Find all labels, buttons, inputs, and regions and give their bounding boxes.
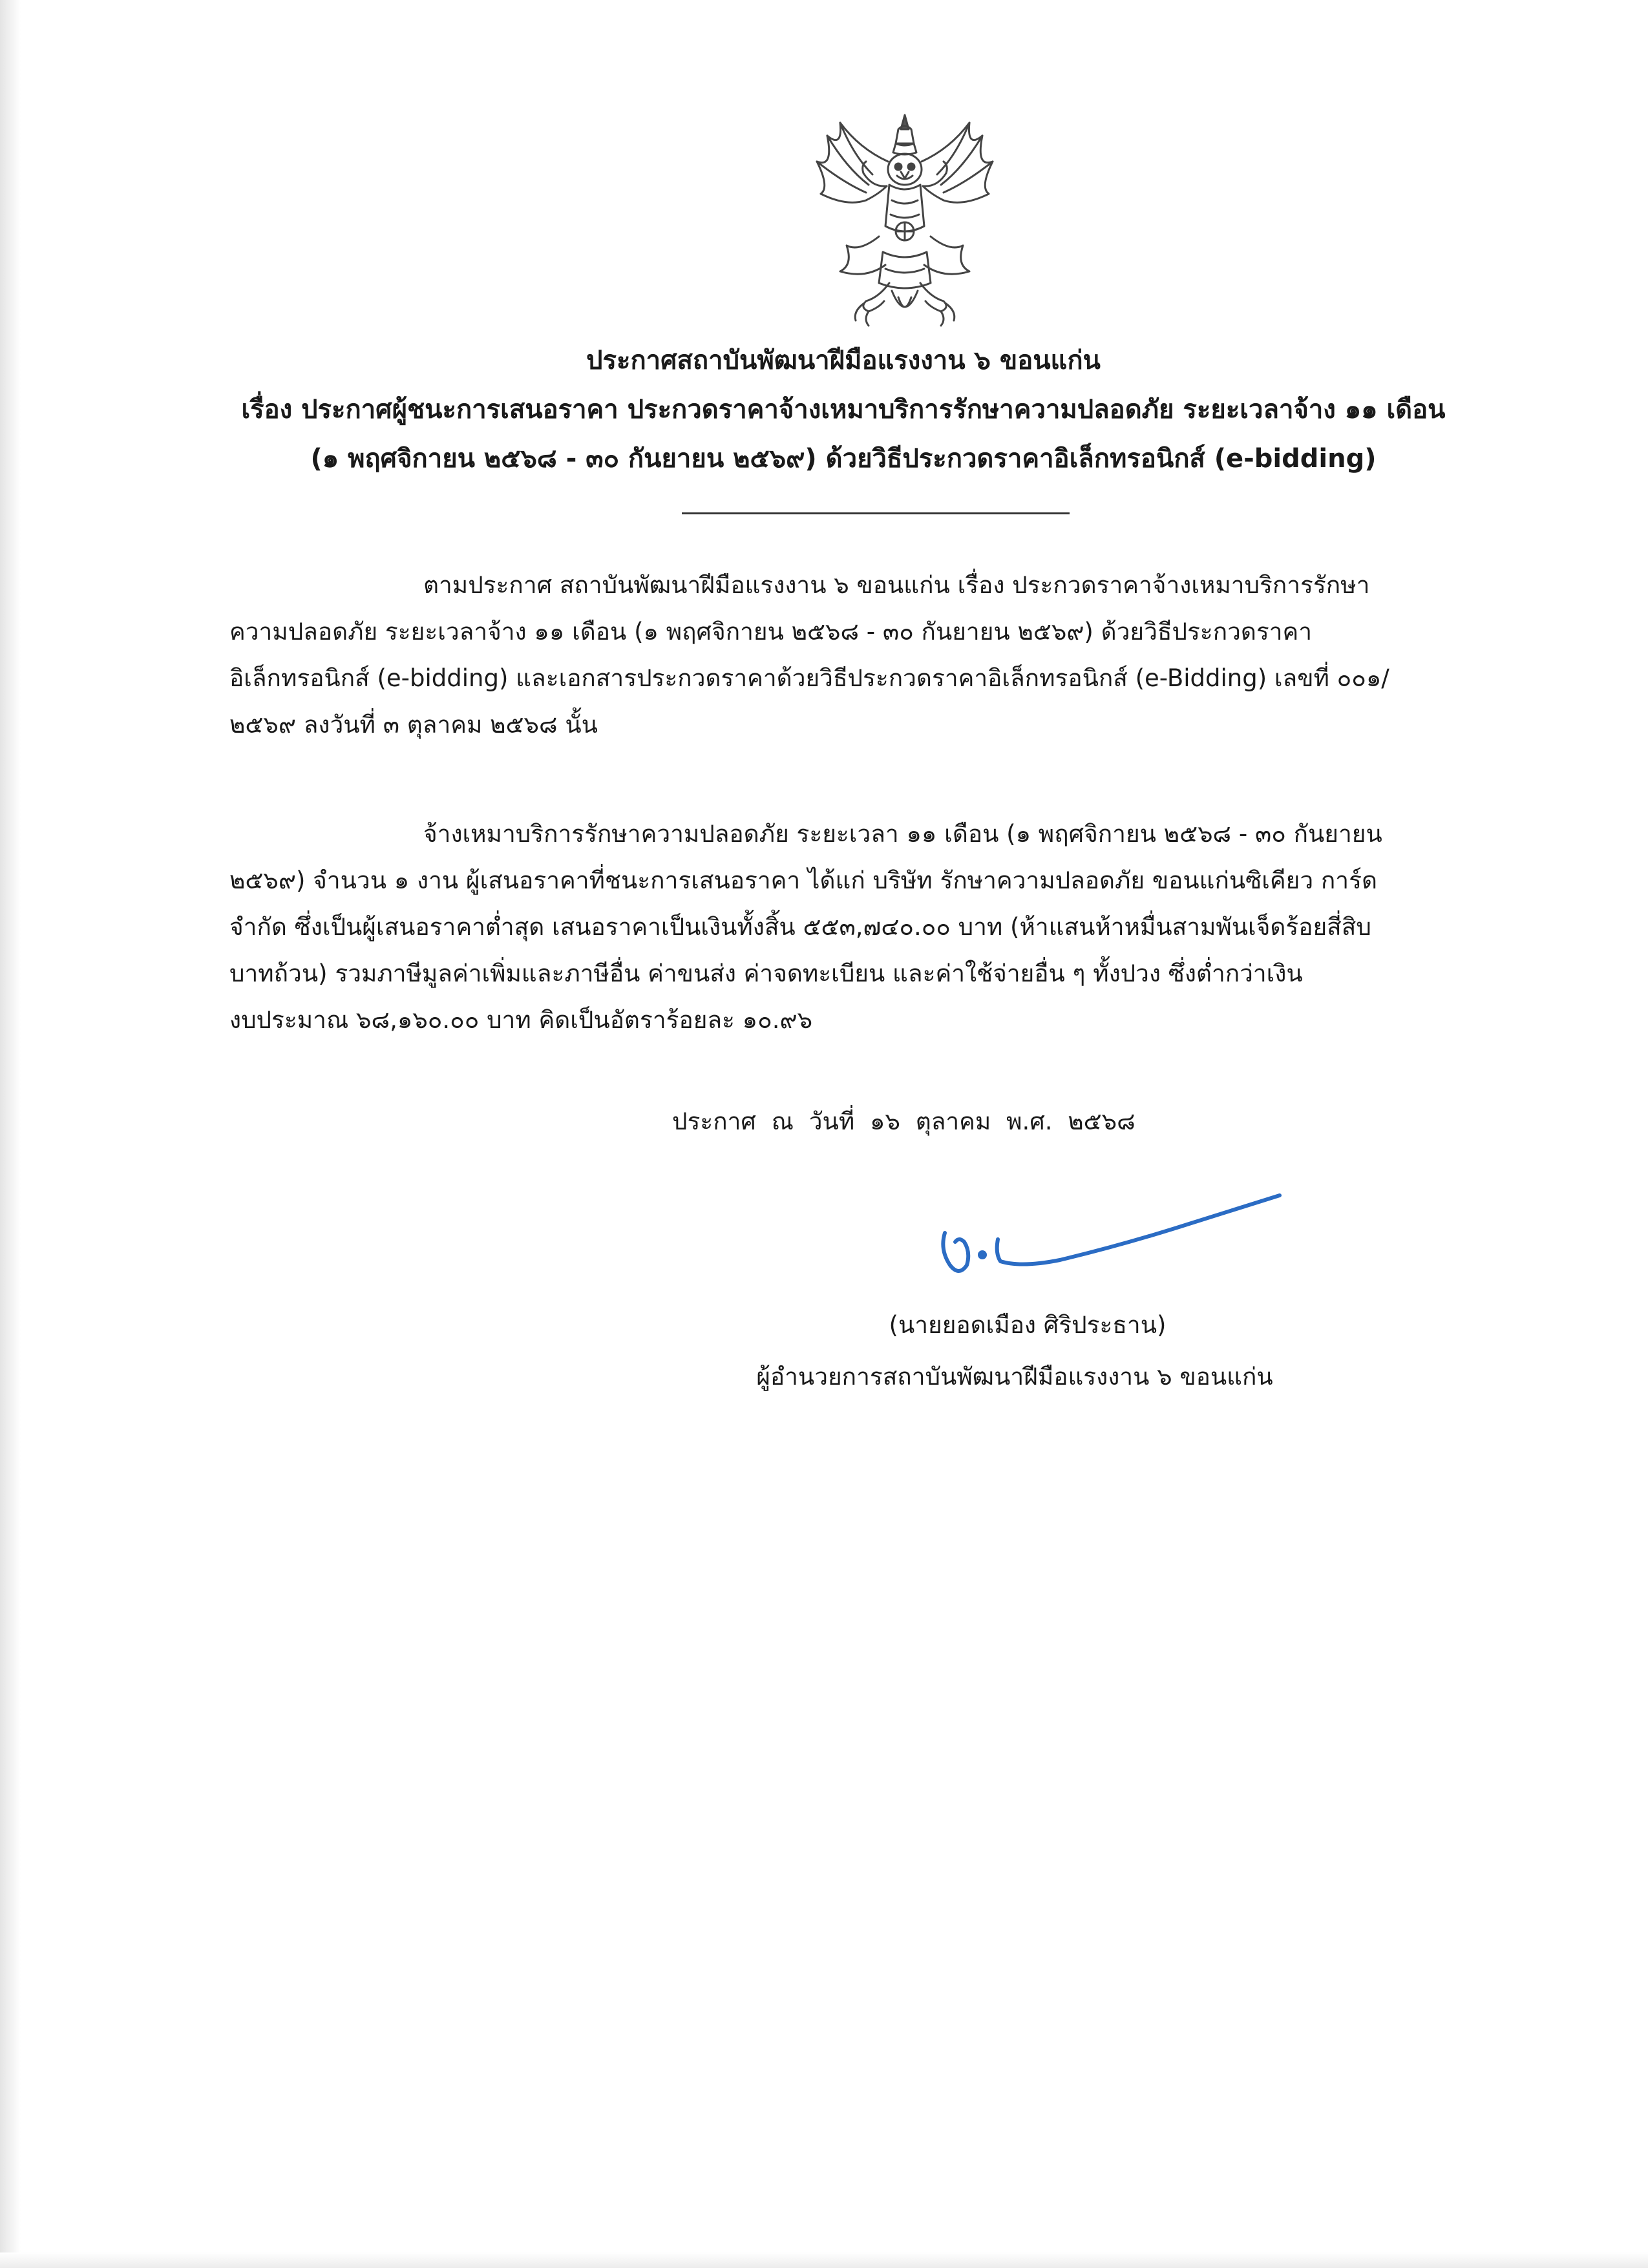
announcement-date: ประกาศ ณ วันที่ ๑๖ ตุลาคม พ.ศ. ๒๕๖๘	[672, 1108, 1136, 1135]
paragraph-line: ตามประกาศ สถาบันพัฒนาฝีมือแรงงาน ๖ ขอนแก่น เรื่อง ประกวดราคาจ้างเหมาบริการรักษา	[423, 571, 1370, 599]
scan-edge-left	[0, 0, 21, 2268]
paragraph-winner	[229, 811, 1464, 1044]
paragraph-line: อิเล็กทรอนิกส์ (e-bidding) และเอกสารประกวดราคาด้วยวิธีประกวดราคาอิเล็กทรอนิกส์ (e-Bidding) เลขที่ ๐๐๑/	[229, 664, 1389, 692]
signer-name: (นายยอดเมือง ศิริประธาน)	[889, 1311, 1167, 1339]
header-divider	[682, 512, 1070, 514]
paragraph-reference	[229, 562, 1464, 748]
paragraph-line: จำกัด ซึ่งเป็นผู้เสนอราคาต่ำสุด เสนอราคาเป็นเงินทั้งสิ้น ๕๕๓,๗๔๐.๐๐ บาท (ห้าแสนห้าหมื่นสามพันเจ็ดร้อยสี่สิบ	[229, 913, 1371, 941]
handwritten-signature-icon	[931, 1182, 1293, 1286]
garuda-emblem-icon	[801, 110, 1008, 330]
paragraph-line: ๒๕๖๙) จำนวน ๑ งาน ผู้เสนอราคาที่ชนะการเสนอราคา ได้แก่ บริษัท รักษาความปลอดภัย ขอนแก่นซิเคียว การ์ด	[229, 866, 1377, 894]
header-line-2: เรื่อง ประกาศผู้ชนะการเสนอราคา ประกวดราคาจ้างเหมาบริการรักษาความปลอดภัย ระยะเวลาจ้าง ๑๑ เดือน	[241, 395, 1446, 425]
paragraph-line: จ้างเหมาบริการรักษาความปลอดภัย ระยะเวลา ๑๑ เดือน (๑ พฤศจิกายน ๒๕๖๘ - ๓๐ กันยายน	[423, 820, 1382, 848]
paragraph-line: ความปลอดภัย ระยะเวลาจ้าง ๑๑ เดือน (๑ พฤศจิกายน ๒๕๖๘ - ๓๐ กันยายน ๒๕๖๙) ด้วยวิธีประกวดราคา	[229, 618, 1313, 646]
signer-title: ผู้อำนวยการสถาบันพัฒนาฝีมือแรงงาน ๖ ขอนแก่น	[756, 1363, 1273, 1391]
header-line-1: ประกาศสถาบันพัฒนาฝีมือแรงงาน ๖ ขอนแก่น	[586, 346, 1101, 375]
announcement-header	[194, 336, 1493, 483]
paragraph-line: ๒๕๖๙ ลงวันที่ ๓ ตุลาคม ๒๕๖๘ นั้น	[229, 711, 598, 739]
header-line-3: (๑ พฤศจิกายน ๒๕๖๘ - ๓๐ กันยายน ๒๕๖๙) ด้วยวิธีประกวดราคาอิเล็กทรอนิกส์ (e-bidding)	[310, 444, 1377, 474]
paragraph-line: งบประมาณ ๖๘,๑๖๐.๐๐ บาท คิดเป็นอัตราร้อยละ ๑๐.๙๖	[229, 1006, 813, 1034]
paragraph-line: บาทถ้วน) รวมภาษีมูลค่าเพิ่มและภาษีอื่น ค่าขนส่ง ค่าจดทะเบียน และค่าใช้จ่ายอื่น ๆ ทั้งปวง ซึ่งต่ำกว่าเงิน	[229, 960, 1303, 987]
scan-edge-bottom	[0, 2252, 1648, 2268]
